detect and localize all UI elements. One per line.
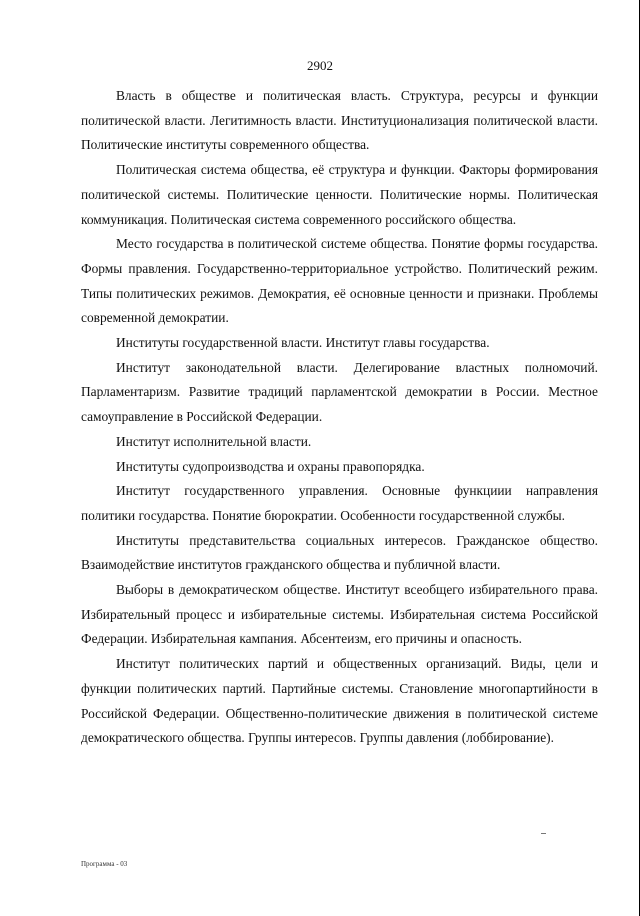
paragraph-executive-power: Институт исполнительной власти. (116, 433, 312, 449)
scan-mark (541, 833, 546, 834)
footer-code: Программа - 03 (81, 860, 128, 868)
paragraph-state-power-institutes: Институты государственной власти. Институт главы государства. (116, 335, 490, 351)
paragraph-judiciary: Институты судопроизводства и охраны правопорядка. (116, 458, 425, 474)
paragraph-state-place: Место государства в политической системе общества. Понятие формы государства. Формы правления. Государственно-территориальное устройство. Политический режим. Типы политических режимов. Демократия, её основные ценности и признаки. Проблемы современной демократии. (81, 236, 598, 326)
page-number: 2902 (307, 58, 333, 73)
paragraph-social-interests: Институты представительства социальных интересов. Гражданское общество. Взаимодействие институтов гражданского общества и публичной власти. (81, 532, 598, 573)
paragraph-political-power: Власть в обществе и политическая власть. Структура, ресурсы и функции политической власти. Легитимность власти. Институционализация политической власти. Политические институты современного общества. (81, 88, 598, 153)
paragraph-elections: Выборы в демократическом обществе. Институт всеобщего избирательного права. Избирательный процесс и избирательные системы. Избирательная система Российской Федерации. Избирательная кампания. Абсентеизм, его причины и опасность. (81, 582, 598, 647)
paragraph-political-system: Политическая система общества, её структура и функции. Факторы формирования политической системы. Политические ценности. Политические нормы. Политическая коммуникация. Политическая система современного российского общества. (81, 162, 598, 227)
paragraph-legislative-power: Институт законодательной власти. Делегирование властных полномочий. Парламентаризм. Развитие традиций парламентской демократии в России. Местное самоуправление в Российской Федерации. (81, 359, 598, 425)
paragraph-public-administration: Институт государственного управления. Основные функциии направления политики государства. Понятие бюрократии. Особенности государственной службы. (81, 483, 598, 523)
paragraph-political-parties: Институт политических партий и общественных организаций. Виды, цели и функции политических партий. Партийные системы. Становление многопартийности в Российской Федерации. Общественно-политические движения в политической системе демократического общества. Группы интересов. Группы давления (лоббирование). (81, 656, 598, 746)
document-body (81, 84, 598, 751)
